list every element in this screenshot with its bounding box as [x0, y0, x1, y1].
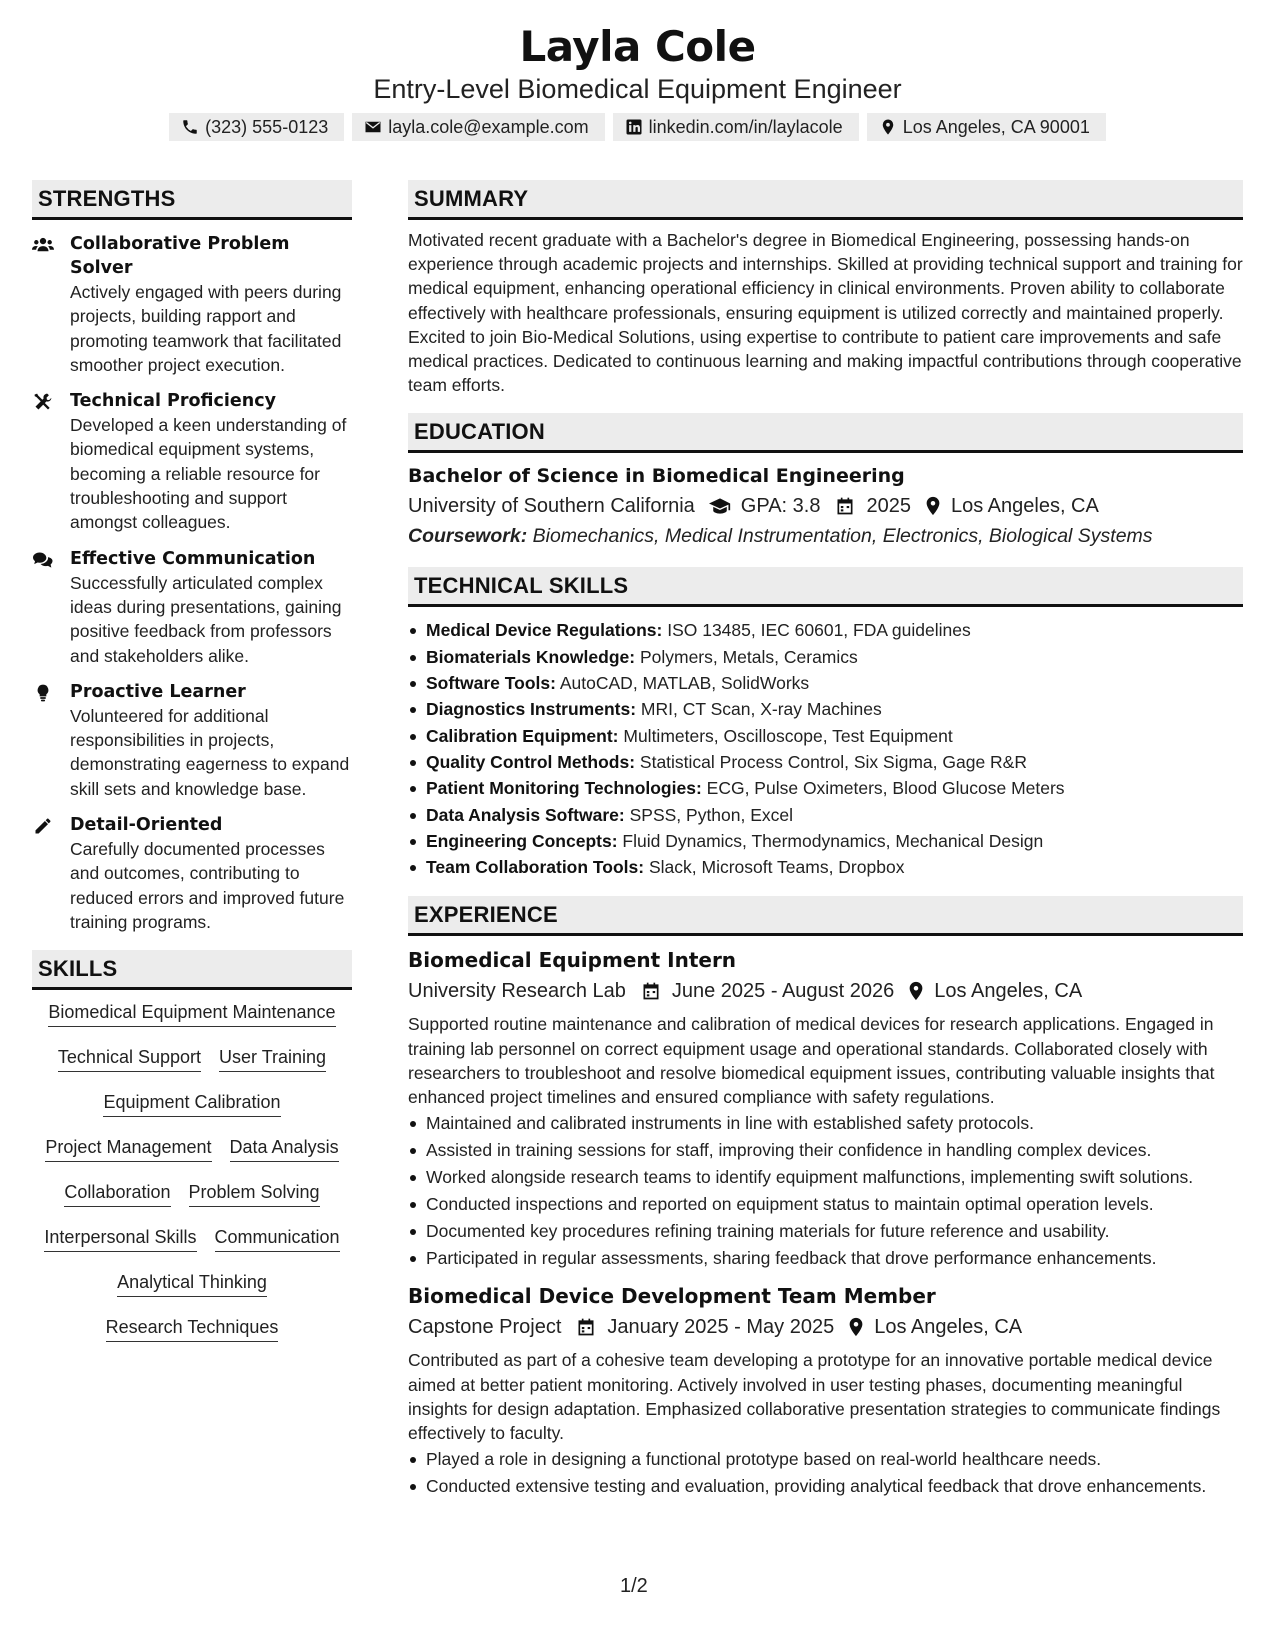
list-item: [408, 828, 1243, 854]
strength-title: Technical Proficiency: [70, 391, 276, 412]
skill-category: Diagnostics Instruments:: [426, 699, 637, 720]
list-item: [408, 617, 1243, 643]
strength-item: [32, 813, 352, 934]
skill-values: Polymers, Metals, Ceramics: [639, 646, 858, 667]
skill-values: Multimeters, Oscilloscope, Test Equipment: [623, 725, 953, 746]
contact-linkedin[interactable]: [613, 113, 859, 141]
job-meta: [408, 1312, 1243, 1342]
skill-values: ECG, Pulse Oximeters, Blood Glucose Meters: [706, 778, 1065, 799]
strength-desc: Volunteered for additional responsibilities in projects, demonstrating eagerness to expand skill sets and knowledge base.: [70, 705, 350, 799]
skill-values: ISO 13485, IEC 60601, FDA guidelines: [667, 620, 971, 641]
skill-category: Data Analysis Software:: [426, 804, 625, 825]
skill-tag: Biomedical Equipment Maintenance: [48, 1000, 335, 1027]
strength-desc: Developed a keen understanding of biomedical equipment systems, becoming a reliable resource for troubleshooting and support amongst colleagues.: [70, 415, 347, 533]
skill-tag: Technical Support: [58, 1045, 201, 1072]
skills-heading: SKILLS: [32, 950, 352, 990]
coursework-list: Biomechanics, Medical Instrumentation, Electronics, Biological Systems: [532, 525, 1153, 548]
strength-item: [32, 389, 352, 534]
job-bullets: [408, 1111, 1243, 1270]
job-title: Biomedical Equipment Intern: [408, 948, 737, 973]
job-bullets: [408, 1447, 1243, 1498]
skill-values: MRI, CT Scan, X-ray Machines: [640, 699, 882, 720]
job-entry: [408, 1282, 1243, 1498]
list-item: Conducted inspections and reported on equipment status to maintain optimal operation levels.: [408, 1192, 1243, 1216]
calendar-icon: [575, 1317, 597, 1337]
skill-tag: Collaboration: [64, 1180, 170, 1207]
job-title: Biomedical Device Development Team Member: [408, 1284, 936, 1309]
strength-title: Effective Communication: [70, 548, 316, 569]
list-item: Maintained and calibrated instruments in line with established safety protocols.: [408, 1111, 1243, 1135]
grad-year: 2025: [866, 495, 911, 518]
strength-desc: Carefully documented processes and outcomes, contributing to reduced errors and improved future training programs.: [70, 839, 345, 932]
candidate-role: Entry-Level Biomedical Equipment Engineer: [373, 74, 902, 104]
skill-tag: Project Management: [45, 1135, 211, 1162]
skill-tag: Problem Solving: [189, 1180, 320, 1207]
contact-phone-text: (323) 555-0123: [205, 116, 329, 137]
education-meta: [408, 491, 1243, 521]
strengths-heading: STRENGTHS: [32, 180, 352, 220]
contact-location: [867, 113, 1106, 141]
skill-category: Biomaterials Knowledge:: [426, 646, 636, 667]
school-name: University of Southern California: [408, 495, 695, 518]
map-pin-icon: [908, 981, 924, 1001]
school-location: Los Angeles, CA: [950, 495, 1099, 518]
skill-tag: Research Techniques: [106, 1315, 279, 1342]
contact-email-text: layla.cole@example.com: [388, 116, 589, 137]
list-item: [408, 696, 1243, 722]
job-dates: January 2025 - May 2025: [607, 1316, 835, 1339]
degree-title: Bachelor of Science in Biomedical Engineering: [408, 465, 905, 488]
right-column: [408, 180, 1243, 1501]
contact-location-text: Los Angeles, CA 90001: [902, 116, 1090, 137]
strength-item: [32, 232, 352, 377]
calendar-icon: [834, 496, 856, 516]
tools-icon: [32, 392, 54, 412]
coursework: [408, 521, 1243, 551]
gpa: GPA: 3.8: [740, 495, 821, 518]
job-dates: June 2025 - August 2026: [671, 980, 895, 1003]
job-location: Los Angeles, CA: [874, 1316, 1023, 1339]
technical-skills-heading: TECHNICAL SKILLS: [408, 567, 1243, 607]
skill-values: Statistical Process Control, Six Sigma, Gage R&R: [639, 751, 1027, 772]
skill-category: Engineering Concepts:: [426, 830, 618, 851]
skill-category: Team Collaboration Tools:: [426, 857, 645, 878]
list-item: [408, 749, 1243, 775]
summary-heading: SUMMARY: [408, 180, 1243, 220]
page-number: 1/2: [620, 1575, 648, 1597]
strengths-list: [32, 232, 352, 934]
job-org: Capstone Project: [408, 1316, 562, 1339]
list-item: [408, 670, 1243, 696]
skill-values: SPSS, Python, Excel: [629, 804, 794, 825]
skill-tag: Analytical Thinking: [117, 1270, 267, 1297]
skill-tag: Interpersonal Skills: [44, 1225, 196, 1252]
strength-item: [32, 547, 352, 668]
calendar-icon: [640, 981, 662, 1001]
skills-tags: [32, 1000, 352, 1360]
list-item: Worked alongside research teams to identify equipment malfunctions, implementing swift solutions.: [408, 1165, 1243, 1189]
coursework-label: Coursework:: [408, 525, 528, 548]
skill-values: AutoCAD, MATLAB, SolidWorks: [559, 673, 810, 694]
contact-phone[interactable]: [169, 113, 344, 141]
phone-icon: [181, 118, 199, 136]
strength-title: Proactive Learner: [70, 681, 246, 702]
list-item: Conducted extensive testing and evaluation, providing analytical feedback that drove enhancements.: [408, 1474, 1243, 1498]
skill-values: Slack, Microsoft Teams, Dropbox: [648, 857, 905, 878]
list-item: Assisted in training sessions for staff, improving their confidence in handling complex devices.: [408, 1138, 1243, 1162]
technical-skills-list: [408, 617, 1243, 880]
skill-category: Patient Monitoring Technologies:: [426, 778, 702, 799]
strength-desc: Successfully articulated complex ideas during presentations, gaining positive feedback from professors and stakeholders alike.: [70, 572, 342, 666]
users-icon: [32, 235, 54, 255]
list-item: [408, 723, 1243, 749]
strength-title: Detail-Oriented: [70, 815, 223, 836]
skill-tag: Communication: [215, 1225, 340, 1252]
map-pin-icon: [848, 1317, 864, 1337]
contact-bar: [0, 113, 1275, 141]
envelope-icon: [364, 118, 382, 136]
education-heading: EDUCATION: [408, 413, 1243, 453]
contact-email[interactable]: [352, 113, 604, 141]
strength-desc: Actively engaged with peers during projects, building rapport and promoting teamwork that facilitated smoother project execution.: [70, 282, 342, 375]
list-item: Participated in regular assessments, sharing feedback that drove performance enhancements.: [408, 1246, 1243, 1270]
map-pin-icon: [925, 496, 941, 516]
skill-tag: Equipment Calibration: [103, 1090, 280, 1117]
skill-tag: Data Analysis: [230, 1135, 339, 1162]
list-item: [408, 775, 1243, 801]
skill-tag: User Training: [219, 1045, 326, 1072]
map-pin-icon: [879, 118, 897, 136]
list-item: [408, 854, 1243, 880]
graduation-cap-icon: [709, 496, 731, 516]
list-item: Played a role in designing a functional prototype based on real-world healthcare needs.: [408, 1447, 1243, 1471]
skill-category: Calibration Equipment:: [426, 725, 619, 746]
skill-category: Software Tools:: [426, 673, 556, 694]
list-item: [408, 644, 1243, 670]
summary-text: Motivated recent graduate with a Bachelor's degree in Biomedical Engineering, possessing hands-on experience through academic projects and internships. Skilled at providing technical support and training for medical equipment, enhancing operational efficiency in clinical environments. Proven ability to collaborate effectively with healthcare professionals, ensuring equipment is utilized correctly and maintained properly. Excited to join Bio-Medical Solutions, using expertise to contribute to patient care improvements and safe medical practices. Dedicated to continuous learning and making impactful contributions through cooperative team efforts.: [408, 230, 1243, 396]
comments-icon: [32, 550, 54, 570]
contact-linkedin-text: linkedin.com/in/laylacole: [648, 116, 843, 137]
strength-item: [32, 680, 352, 801]
pencil-icon: [32, 816, 54, 836]
lightbulb-icon: [32, 683, 54, 703]
linkedin-icon: [625, 118, 643, 136]
strength-title: Collaborative Problem Solver: [70, 234, 290, 278]
job-entry: [408, 946, 1243, 1270]
list-item: Documented key procedures refining training materials for future reference and usability.: [408, 1219, 1243, 1243]
experience-heading: EXPERIENCE: [408, 896, 1243, 936]
job-location: Los Angeles, CA: [934, 980, 1083, 1003]
job-description: Contributed as part of a cohesive team developing a prototype for an innovative portable medical device aimed at better patient monitoring. Actively involved in user testing phases, documenting meaningful insights for design adaptation. Emphasized collaborative presentation strategies to communicate findings effectively to faculty.: [408, 1350, 1221, 1444]
skill-category: Medical Device Regulations:: [426, 620, 663, 641]
job-description: Supported routine maintenance and calibration of medical devices for research applications. Engaged in training lab personnel on correct equipment usage and operational standards. Collaborated closely with researchers to troubleshoot and resolve biomedical equipment issues, contributing valuable insights that enhanced project timelines and ensured compliance with safety regulations.: [408, 1014, 1215, 1107]
skill-category: Quality Control Methods:: [426, 751, 636, 772]
job-org: University Research Lab: [408, 980, 626, 1003]
skill-values: Fluid Dynamics, Thermodynamics, Mechanical Design: [622, 830, 1044, 851]
left-column: [32, 180, 352, 1360]
job-meta: [408, 976, 1243, 1006]
list-item: [408, 802, 1243, 828]
candidate-name: Layla Cole: [519, 22, 756, 71]
